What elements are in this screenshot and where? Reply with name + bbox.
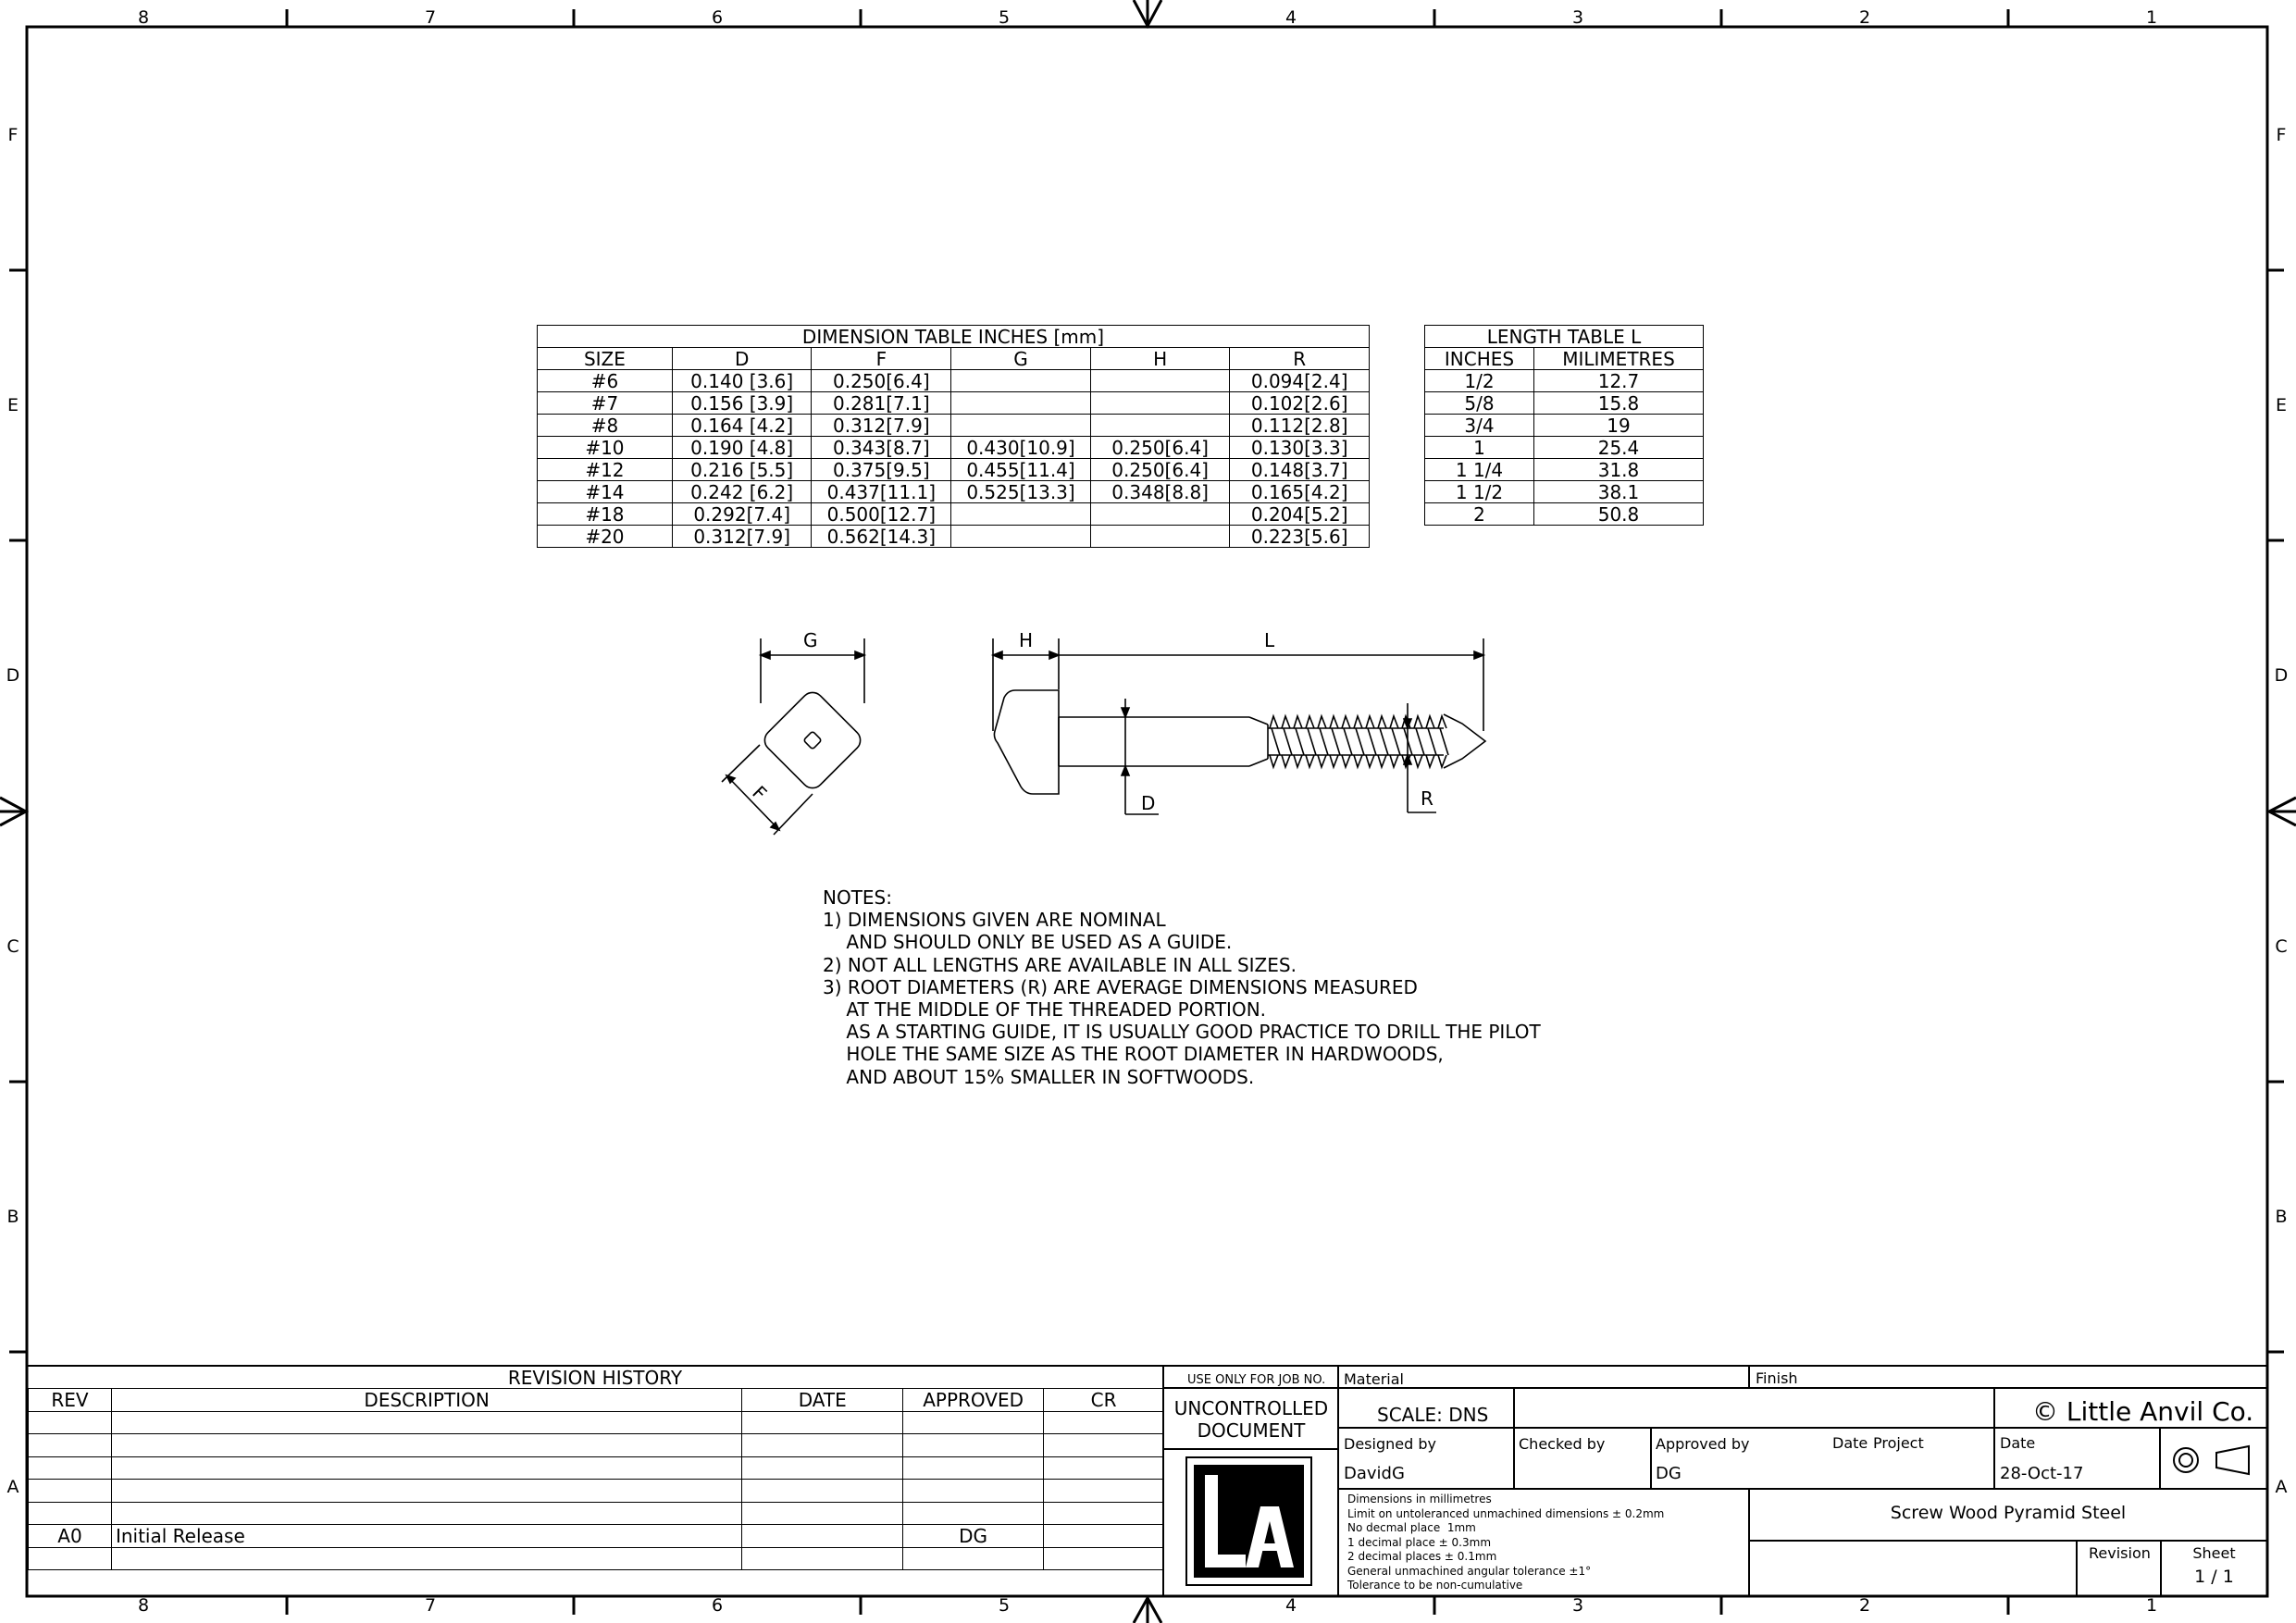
zone-col-label: 5 xyxy=(998,1595,1011,1616)
table-cell xyxy=(742,1525,903,1548)
zone-row-label: C xyxy=(2275,936,2288,957)
column-header: SIZE xyxy=(538,348,673,370)
table-cell xyxy=(903,1480,1044,1503)
length-table xyxy=(1424,325,1704,526)
table-cell xyxy=(29,1456,112,1480)
table-cell: 0.430[10.9] xyxy=(951,437,1091,459)
zone-row-label: C xyxy=(6,936,19,957)
designed-by-value: DavidG xyxy=(1344,1464,1405,1483)
note-line: 2) NOT ALL LENGTHS ARE AVAILABLE IN ALL SIZES. xyxy=(823,953,1297,976)
table-cell: 19 xyxy=(1534,415,1704,437)
table-row xyxy=(538,437,1370,459)
note-line: 1) DIMENSIONS GIVEN ARE NOMINAL xyxy=(823,909,1166,932)
table-cell xyxy=(1044,1456,1164,1480)
table-cell xyxy=(951,392,1091,415)
thread-crest xyxy=(1438,716,1448,767)
table-cell xyxy=(903,1434,1044,1457)
table-cell: 31.8 xyxy=(1534,459,1704,481)
thread-crest xyxy=(1378,716,1388,767)
table-cell xyxy=(29,1480,112,1503)
approved-by-label: Approved by xyxy=(1656,1435,1750,1453)
table-cell: 1 1/4 xyxy=(1425,459,1534,481)
drawing-title: Screw Wood Pyramid Steel xyxy=(1890,1503,2127,1523)
table-cell: Initial Release xyxy=(111,1525,741,1548)
finish-label: Finish xyxy=(1756,1369,1798,1387)
table-cell: 0.094[2.4] xyxy=(1230,370,1370,392)
zone-row-label: F xyxy=(2276,125,2287,145)
table-cell: 0.312[7.9] xyxy=(812,415,951,437)
company-name: © Little Anvil Co. xyxy=(2032,1396,2254,1427)
table-cell xyxy=(29,1502,112,1525)
table-cell xyxy=(29,1434,112,1457)
table-cell: 0.348[8.8] xyxy=(1090,481,1230,503)
thread-crest xyxy=(1318,716,1328,767)
table-row xyxy=(1425,503,1704,526)
table-cell xyxy=(1044,1525,1164,1548)
table-header-row xyxy=(1425,348,1704,370)
date-label: Date xyxy=(2000,1434,2036,1452)
table-cell: 0.242 [6.2] xyxy=(672,481,812,503)
table-row xyxy=(1425,459,1704,481)
thread-crest xyxy=(1414,716,1424,767)
table-row xyxy=(1425,370,1704,392)
table-cell xyxy=(951,526,1091,548)
table-cell xyxy=(1044,1502,1164,1525)
table-cell: 1 xyxy=(1425,437,1534,459)
table-cell: 0.250[6.4] xyxy=(1090,459,1230,481)
zone-row-label: E xyxy=(6,395,19,415)
table-cell xyxy=(1090,503,1230,526)
dim-label-g: G xyxy=(803,629,818,651)
table-cell: #18 xyxy=(538,503,673,526)
length-table-title: LENGTH TABLE L xyxy=(1425,326,1704,348)
table-cell: 3/4 xyxy=(1425,415,1534,437)
table-cell xyxy=(951,415,1091,437)
table-cell: #10 xyxy=(538,437,673,459)
zone-col-label: 6 xyxy=(711,7,724,28)
column-header: DESCRIPTION xyxy=(111,1389,741,1412)
table-cell: #6 xyxy=(538,370,673,392)
thread-crest xyxy=(1426,716,1436,767)
note-line: AT THE MIDDLE OF THE THREADED PORTION. xyxy=(823,998,1267,1022)
revision-label: Revision xyxy=(2089,1544,2151,1562)
table-row xyxy=(538,459,1370,481)
column-header: G xyxy=(951,348,1091,370)
approved-by-value: DG xyxy=(1656,1464,1682,1483)
table-cell xyxy=(742,1411,903,1434)
thread-crest xyxy=(1294,716,1304,767)
project-label: Project xyxy=(1873,1434,1924,1452)
dimension-table-title: DIMENSION TABLE INCHES [mm] xyxy=(538,326,1370,348)
zone-col-label: 4 xyxy=(1285,1595,1297,1616)
material-label: Material xyxy=(1344,1370,1404,1388)
screw-side-view xyxy=(993,638,1485,814)
table-cell: 2 xyxy=(1425,503,1534,526)
table-cell xyxy=(29,1411,112,1434)
zone-row-label: B xyxy=(2275,1207,2288,1227)
table-row xyxy=(538,526,1370,548)
thread-crest xyxy=(1366,716,1376,767)
table-cell xyxy=(1090,370,1230,392)
table-header-row xyxy=(538,348,1370,370)
table-cell: 0.223[5.6] xyxy=(1230,526,1370,548)
table-cell: 5/8 xyxy=(1425,392,1534,415)
table-cell: 0.525[13.3] xyxy=(951,481,1091,503)
zone-row-label: E xyxy=(2275,395,2287,415)
table-row xyxy=(29,1547,1164,1570)
zone-row-label: D xyxy=(6,665,20,686)
zone-row-label: F xyxy=(7,125,19,145)
table-header-row xyxy=(29,1389,1164,1412)
table-cell: 0.312[7.9] xyxy=(672,526,812,548)
table-cell xyxy=(903,1547,1044,1570)
table-cell xyxy=(903,1502,1044,1525)
table-row xyxy=(538,481,1370,503)
table-cell xyxy=(1044,1547,1164,1570)
thread-crest xyxy=(1342,716,1352,767)
table-cell: 0.281[7.1] xyxy=(812,392,951,415)
table-cell: 0.130[3.3] xyxy=(1230,437,1370,459)
column-header: CR xyxy=(1044,1389,1164,1412)
dim-label-r: R xyxy=(1421,787,1433,810)
table-row xyxy=(1425,437,1704,459)
column-header: INCHES xyxy=(1425,348,1534,370)
dim-label-f: F xyxy=(748,781,772,805)
column-header: F xyxy=(812,348,951,370)
column-header: DATE xyxy=(742,1389,903,1412)
checked-by-label: Checked by xyxy=(1519,1435,1606,1453)
zone-col-label: 4 xyxy=(1285,7,1297,28)
column-header: APPROVED xyxy=(903,1389,1044,1412)
table-cell xyxy=(1044,1480,1164,1503)
column-header: H xyxy=(1090,348,1230,370)
column-header: R xyxy=(1230,348,1370,370)
sheet-value: 1 / 1 xyxy=(2194,1567,2234,1587)
table-cell xyxy=(903,1456,1044,1480)
tolerance-notes: Dimensions in millimetres Limit on untoleranced unmachined dimensions ± 0.2mm No decmal place 1mm 1 decimal place ± 0.3mm 2 decimal places ± 0.1mm General unmachined angular tolerance ±1° Tolerance to be non-cumulative xyxy=(1347,1493,1665,1592)
table-row xyxy=(1425,415,1704,437)
revision-history-title: REVISION HISTORY xyxy=(507,1367,683,1389)
note-line: NOTES: xyxy=(823,886,892,909)
table-cell: 0.148[3.7] xyxy=(1230,459,1370,481)
table-cell: 0.156 [3.9] xyxy=(672,392,812,415)
approval-date-label: Date xyxy=(1832,1434,1868,1452)
zone-row-label: B xyxy=(6,1207,19,1227)
thread-crest xyxy=(1282,716,1292,767)
note-line: HOLE THE SAME SIZE AS THE ROOT DIAMETER IN HARDWOODS, xyxy=(823,1043,1444,1066)
column-header: MILIMETRES xyxy=(1534,348,1704,370)
table-cell: 0.292[7.4] xyxy=(672,503,812,526)
zone-row-label: A xyxy=(6,1477,19,1497)
column-header: D xyxy=(672,348,812,370)
table-cell xyxy=(111,1456,741,1480)
zone-col-label: 3 xyxy=(1571,7,1584,28)
designed-by-label: Designed by xyxy=(1344,1435,1436,1453)
table-cell xyxy=(111,1547,741,1570)
table-cell: 0.250[6.4] xyxy=(812,370,951,392)
dim-label-l: L xyxy=(1264,629,1275,651)
note-line: AND ABOUT 15% SMALLER IN SOFTWOODS. xyxy=(823,1065,1255,1088)
table-row xyxy=(538,503,1370,526)
table-cell: 25.4 xyxy=(1534,437,1704,459)
table-row xyxy=(29,1480,1164,1503)
thread-crest xyxy=(1354,716,1364,767)
thread-crest xyxy=(1306,716,1316,767)
zone-col-label: 8 xyxy=(137,7,150,28)
sheet-label: Sheet xyxy=(2192,1544,2236,1562)
table-cell xyxy=(742,1502,903,1525)
table-row xyxy=(29,1525,1164,1548)
table-cell: 50.8 xyxy=(1534,503,1704,526)
table-cell xyxy=(29,1547,112,1570)
table-cell: 1/2 xyxy=(1425,370,1534,392)
table-cell xyxy=(1044,1411,1164,1434)
zone-col-label: 1 xyxy=(2145,7,2158,28)
table-row xyxy=(538,392,1370,415)
table-cell: 0.140 [3.6] xyxy=(672,370,812,392)
thread-crest xyxy=(1390,716,1400,767)
table-cell: 12.7 xyxy=(1534,370,1704,392)
table-cell: 0.164 [4.2] xyxy=(672,415,812,437)
table-cell xyxy=(742,1480,903,1503)
table-cell: 0.250[6.4] xyxy=(1090,437,1230,459)
table-cell xyxy=(1090,526,1230,548)
notes-block xyxy=(823,886,1541,1088)
table-cell: 15.8 xyxy=(1534,392,1704,415)
zone-col-label: 7 xyxy=(424,1595,437,1616)
table-cell xyxy=(1090,415,1230,437)
table-cell xyxy=(111,1411,741,1434)
projection-symbol-icon xyxy=(2174,1446,2249,1474)
table-cell xyxy=(111,1480,741,1503)
table-cell: 0.437[11.1] xyxy=(812,481,951,503)
zone-col-label: 5 xyxy=(998,7,1011,28)
table-cell: 0.343[8.7] xyxy=(812,437,951,459)
note-line: 3) ROOT DIAMETERS (R) ARE AVERAGE DIMENSIONS MEASURED xyxy=(823,975,1418,998)
table-cell: 38.1 xyxy=(1534,481,1704,503)
dim-label-h: H xyxy=(1019,629,1034,651)
thread-crest xyxy=(1330,716,1340,767)
scale-value: SCALE: DNS xyxy=(1377,1404,1489,1426)
table-cell: A0 xyxy=(29,1525,112,1548)
dim-label-d: D xyxy=(1141,792,1156,814)
table-cell xyxy=(951,370,1091,392)
table-cell: 0.216 [5.5] xyxy=(672,459,812,481)
table-row xyxy=(29,1502,1164,1525)
table-cell xyxy=(111,1434,741,1457)
company-logo xyxy=(1186,1457,1311,1585)
job-number-label: USE ONLY FOR JOB NO. xyxy=(1187,1373,1326,1387)
table-cell: 0.562[14.3] xyxy=(812,526,951,548)
column-header: REV xyxy=(29,1389,112,1412)
table-cell xyxy=(951,503,1091,526)
table-cell: 0.190 [4.8] xyxy=(672,437,812,459)
note-line: AND SHOULD ONLY BE USED AS A GUIDE. xyxy=(823,931,1233,954)
zone-row-label: D xyxy=(2274,665,2289,686)
table-cell xyxy=(1090,392,1230,415)
table-row xyxy=(1425,392,1704,415)
table-cell: 0.165[4.2] xyxy=(1230,481,1370,503)
zone-col-label: 2 xyxy=(1858,7,1871,28)
table-cell xyxy=(742,1547,903,1570)
zone-col-label: 8 xyxy=(137,1595,150,1616)
table-row xyxy=(29,1434,1164,1457)
zone-col-label: 7 xyxy=(424,7,437,28)
table-cell: 0.500[12.7] xyxy=(812,503,951,526)
head-end-view xyxy=(722,638,865,835)
note-line: AS A STARTING GUIDE, IT IS USUALLY GOOD PRACTICE TO DRILL THE PILOT xyxy=(823,1021,1541,1044)
table-cell: 1 1/2 xyxy=(1425,481,1534,503)
uncontrolled-document: UNCONTROLLED DOCUMENT xyxy=(1173,1397,1329,1442)
zone-row-label: A xyxy=(2275,1477,2288,1497)
table-row xyxy=(29,1456,1164,1480)
dimension-table xyxy=(537,325,1370,548)
table-cell: DG xyxy=(903,1525,1044,1548)
zone-col-label: 3 xyxy=(1571,1595,1584,1616)
table-cell xyxy=(742,1434,903,1457)
table-cell xyxy=(111,1502,741,1525)
table-cell: #12 xyxy=(538,459,673,481)
table-cell xyxy=(1044,1434,1164,1457)
table-cell: #14 xyxy=(538,481,673,503)
table-cell: #8 xyxy=(538,415,673,437)
table-cell xyxy=(742,1456,903,1480)
table-cell: #7 xyxy=(538,392,673,415)
table-cell: 0.455[11.4] xyxy=(951,459,1091,481)
table-cell: #20 xyxy=(538,526,673,548)
zone-col-label: 1 xyxy=(2145,1595,2158,1616)
table-cell: 0.204[5.2] xyxy=(1230,503,1370,526)
table-cell xyxy=(903,1411,1044,1434)
table-cell: 0.102[2.6] xyxy=(1230,392,1370,415)
table-cell: 0.375[9.5] xyxy=(812,459,951,481)
table-cell: 0.112[2.8] xyxy=(1230,415,1370,437)
zone-col-label: 6 xyxy=(711,1595,724,1616)
table-row xyxy=(538,370,1370,392)
revision-history-table xyxy=(28,1388,1164,1570)
table-row xyxy=(538,415,1370,437)
table-row xyxy=(29,1411,1164,1434)
table-row xyxy=(1425,481,1704,503)
thread-crest xyxy=(1270,716,1280,767)
zone-col-label: 2 xyxy=(1858,1595,1871,1616)
date-value: 28-Oct-17 xyxy=(2000,1464,2084,1483)
